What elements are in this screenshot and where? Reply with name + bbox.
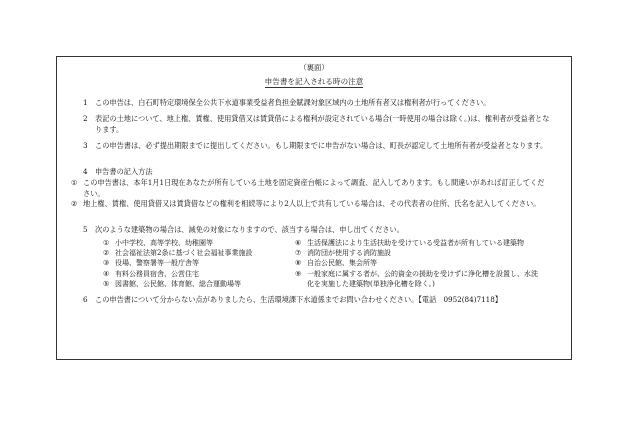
building-item: ② 社会福祉法第2条に基づく社会福祉事業施設 [103,249,253,258]
note-text: この申告書は、必ず提出期限までに提出してください。もし期限までに申告がない場合は、町長が認定して土地所有者が受益者となります。 [95,141,548,150]
note-item-4 [83,167,553,178]
note-text: 申告書の記入方法 [95,167,153,176]
note-number: 5 [83,225,88,234]
note-number: 3 [83,141,88,150]
note-item-1 [83,98,553,109]
note-text: 表記の土地について、地上権、賃権、使用貸借又は賃貸借による権利が設定されている場合(一時使用の場合は除く。)は、権利者が受益者となります。 [95,114,550,134]
title-text: 申告書を記入される時の注意 [264,77,364,86]
sub-item-2 [71,199,551,210]
building-item: ① 小中学校、高等学校、幼稚園等 [103,239,213,247]
note-number: 6 [83,295,88,304]
sub-text: 地上権、賃権、使用貸借又は賃貸借などの権利を相続等により2人以上で共有している場合は、その代表者の住所、氏名を記入してください。 [83,199,541,208]
note-text: この申告は、白石町特定環境保全公共下水道事業受益者負担金賦課対象区域内の土地所有者又は権利者が行ってください。 [95,98,491,107]
sub-item-1 [71,178,551,199]
sub-number: ② [71,199,78,208]
building-item: ⑦ 消防団が使用する消防施設 [295,249,391,258]
building-item: ⑤ 図書館、公民館、体育館、総合運動場等 [103,279,241,288]
building-item: ⑥ 生活保護法により生活扶助を受けている受益者が所有している建築物 [295,239,524,247]
note-number: 2 [83,114,88,123]
page-title [57,76,571,87]
building-item: ④ 有料公務員宿舎、公営住宅 [103,269,199,278]
sub-text: この申告書は、本年1月1日現在あなたが所有している土地を固定資産台帳によって調査、記入してあります。もし間違いがあれば訂正してください。 [83,178,545,198]
note-item-3 [83,141,553,152]
note-text: この申告書について分からない点がありましたら、生活環境課下水道係までお問い合わせください。【電話 0952(84)7118】 [95,295,502,304]
note-number: 1 [83,98,88,107]
building-item: ⑨ 一般家庭に属する者が、公的資金の援助を受けずに浄化槽を設置し、水洗 [295,269,538,278]
side-label: （裏面） [299,63,329,72]
note-item-5 [83,225,553,236]
note-item-2 [83,114,553,135]
note-number: 4 [83,167,88,176]
buildings-right-list [295,238,567,289]
building-item: 化を実施した建築物(単独浄化槽を除く。) [307,279,435,288]
building-item: ⑧ 自治公民館、集会所等 [295,259,377,268]
buildings-left-list [103,238,293,289]
note-text: 次のような建築物の場合は、減免の対象になりますので、該当する場合は、申し出てください。 [95,225,404,234]
building-item: ③ 役場、警察署等一般庁舎等 [103,259,199,268]
notes-frame [56,56,572,360]
note-item-6 [83,295,553,306]
sub-number: ① [71,178,78,187]
